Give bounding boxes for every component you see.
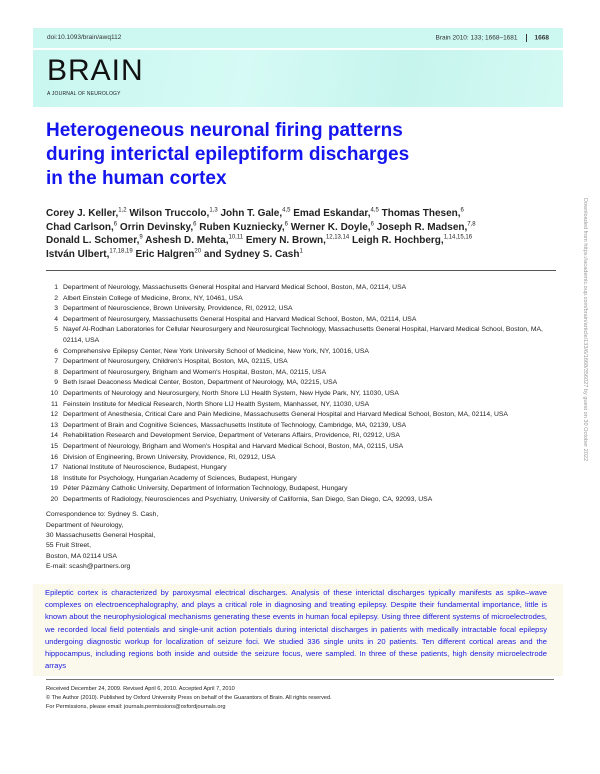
affiliation-text: National Institute of Neuroscience, Budapest, Hungary: [63, 464, 227, 472]
affiliation-number: 6: [54, 347, 58, 355]
footer-notes: [46, 685, 556, 712]
author-list: [46, 207, 556, 261]
correspondence-line: 30 Massachusetts General Hospital,: [46, 532, 156, 540]
author-affiliation-marks: 10,11: [228, 234, 244, 241]
author: [220, 208, 290, 219]
author-affiliation-marks: 4,5: [282, 207, 291, 214]
affiliation-number: 15: [50, 442, 58, 450]
author: [120, 222, 197, 233]
doi[interactable]: doi:10.1093/brain/awq112: [47, 34, 122, 41]
affiliation-text: Department of Neurology, Brigham and Women's Hospital and Harvard Medical School, Boston, MA, 02115, USA: [63, 442, 404, 450]
affiliation-number: 17: [50, 464, 58, 472]
author-affiliation-marks: 12,13,14: [325, 234, 350, 241]
article-title: [46, 119, 486, 191]
author-name: Orrin Devinsky,: [119, 221, 194, 233]
author-name: Werner K. Doyle,: [290, 221, 371, 233]
author-affiliation-marks: 6: [193, 221, 197, 228]
affiliation-text: Department of Brain and Cognitive Sciences, Massachusetts Institute of Technology, Cambridge, MA, 02139, USA: [63, 421, 407, 429]
affiliation-number: 8: [54, 368, 58, 376]
affiliation-item: [46, 315, 556, 326]
affiliation-item: [46, 463, 556, 474]
affiliation-item: [46, 347, 556, 358]
affiliation-text: Beth Israel Deaconess Medical Center, Boston, Department of Neurology, MA, 02215, USA: [63, 379, 338, 387]
affiliation-text: Nayef Al-Rodhan Laboratories for Cellular Neurosurgery and Neurosurgical Technology, Massachusetts General Hospital, Harvard Medical School, Boston, MA, 02114, USA: [63, 326, 543, 344]
affiliation-item: [46, 495, 556, 506]
affiliation-text: Department of Neuroscience, Brown University, Providence, RI, 02912, USA: [63, 305, 293, 313]
affiliation-text: Rehabilitation Research and Development Service, Department of Veterans Affairs, Providence, RI, 02912, USA: [63, 432, 400, 440]
download-watermark: Downloaded from https://academic.oup.com/brain/article/133/6/1668/356027 by guest on 30 October 2022: [582, 198, 588, 462]
affiliation-item: [46, 357, 556, 368]
affiliation-text: Department of Neurology, Massachusetts General Hospital and Harvard Medical School, Boston, MA, 02114, USA: [63, 284, 407, 291]
affiliation-item: [46, 484, 556, 495]
received-dates: Received December 24, 2009. Revised April 6, 2010. Accepted April 7, 2010: [46, 685, 235, 692]
divider: [46, 679, 554, 680]
author: [129, 208, 217, 219]
correspondence-line: Boston, MA 02114 USA: [46, 552, 117, 560]
author: [46, 222, 117, 233]
affiliation-text: Departments of Neurology and Neurosurgery, North Shore LIJ Health System, New Hyde Park, NY, 11030, USA: [63, 389, 399, 397]
affiliation-item: [46, 431, 556, 442]
correspondence-line: Department of Neurology,: [46, 521, 124, 529]
author-name: Chad Carlson,: [46, 221, 114, 233]
affiliation-number: 4: [54, 315, 58, 323]
author: [46, 249, 133, 260]
affiliation-item: [46, 400, 556, 411]
affiliation-number: 9: [54, 379, 58, 387]
author-name: Emad Eskandar,: [293, 208, 371, 219]
affiliation-item: [46, 304, 556, 315]
correspondence-email[interactable]: E-mail: scash@partners.org: [46, 562, 131, 570]
journal-header-bar: [33, 28, 563, 48]
affiliation-number: 2: [54, 294, 58, 302]
author-affiliation-marks: 1,3: [209, 207, 218, 214]
author-name: István Ulbert,: [46, 248, 110, 260]
affiliation-item: [46, 453, 556, 464]
author-affiliation-marks: 1: [299, 248, 303, 255]
author: [382, 208, 464, 219]
author-name: Wilson Truccolo,: [129, 208, 210, 219]
abstract-box: [33, 584, 563, 676]
affiliation-text: Department of Neurosurgery, Brigham and Women's Hospital, Boston, MA, 02115, USA: [63, 368, 327, 376]
affiliation-item: [46, 283, 556, 294]
title-line: during interictal epileptiform discharges: [46, 144, 410, 165]
affiliation-text: Feinstein Institute for Medical Research, North Shore LIJ Health System, Manhasset, NY, 11030, USA: [63, 400, 370, 408]
author: [246, 235, 349, 246]
correspondence-line: Correspondence to: Sydney S. Cash,: [46, 511, 159, 519]
copyright: © The Author (2010). Published by Oxford University Press on behalf of the Guarantors of Brain. All rights reserved.: [46, 694, 332, 701]
author-affiliation-marks: 1,2: [118, 207, 127, 214]
author-affiliation-marks: 9: [139, 234, 143, 241]
title-line: Heterogeneous neuronal firing patterns: [46, 120, 403, 141]
citation: [435, 34, 549, 42]
author: [136, 249, 202, 260]
author-name: John T. Gale,: [220, 208, 283, 219]
affiliation-list: [46, 283, 556, 505]
page-number: 1668: [534, 34, 549, 42]
affiliation-item: [46, 410, 556, 421]
author-affiliation-marks: 6: [460, 207, 464, 214]
affiliation-number: 3: [54, 305, 58, 313]
divider: [46, 270, 556, 271]
title-line: in the human cortex: [46, 168, 227, 189]
affiliation-number: 5: [54, 326, 58, 334]
affiliation-number: 16: [50, 453, 58, 461]
abstract-text: Epileptic cortex is characterized by paroxysmal electrical discharges. Analysis of these interictal discharges typically manifests as spike–wave complexes on electroencephalography, and plays a critical role in diagnosing and treating epilepsy. Despite their fundamental importance, little is known about the neurophysiological mechanisms generating these events in human focal epilepsy. Using three different systems of microelectrodes, we recorded local field potentials and single-unit action potentials during interictal discharges in patients with medically intractable focal epilepsy undergoing diagnostic workup for localization of seizure foci. We studied 336 single units in 20 patients. Ten different cortical areas and the hippocampus, including regions both inside and outside the seizure focus, were sampled. In three of these patients, high density microelectrode arrays: [45, 588, 547, 670]
author-affiliation-marks: 20: [194, 248, 202, 255]
author-name: and Sydney S. Cash: [203, 248, 300, 260]
author: [145, 235, 243, 246]
author: [204, 249, 303, 260]
affiliation-text: Albert Einstein College of Medicine, Bronx, NY, 10461, USA: [63, 294, 243, 302]
affiliation-number: 1: [54, 284, 58, 291]
journal-banner: [33, 50, 563, 107]
author-affiliation-marks: 6: [113, 221, 118, 228]
affiliation-text: Department of Anesthesia, Critical Care and Pain Medicine, Massachusetts General Hospital and Harvard Medical School, Boston, MA, 02114, USA: [63, 411, 508, 419]
divider: [526, 34, 527, 42]
affiliation-text: Institute for Psychology, Hungarian Academy of Sciences, Budapest, Hungary: [63, 474, 297, 482]
affiliation-text: Department of Neurosurgery, Massachusetts General Hospital and Harvard Medical School, Boston, MA, 02114, USA: [63, 315, 417, 323]
author: [46, 235, 143, 246]
correspondence-line: 55 Fruit Street,: [46, 542, 91, 550]
author-affiliation-marks: 17,18,19: [109, 248, 133, 255]
author-name: Eric Halgren: [135, 248, 195, 260]
affiliation-number: 19: [50, 485, 58, 493]
affiliation-item: [46, 378, 556, 389]
author-name: Corey J. Keller,: [46, 208, 119, 219]
author-name: Ruben Kuzniecky,: [199, 221, 285, 233]
author: [377, 222, 476, 233]
affiliation-number: 13: [50, 421, 58, 429]
journal-logo: BRAIN: [47, 54, 144, 87]
author: [46, 208, 127, 219]
article-front-matter: [46, 119, 556, 712]
correspondence: [46, 510, 556, 572]
affiliation-text: Department of Neurosurgery, Children's Hospital, Boston, MA, 02115, USA: [63, 358, 288, 366]
citation-text: Brain 2010: 133; 1668–1681: [435, 34, 518, 42]
affiliation-item: [46, 294, 556, 305]
affiliation-number: 20: [50, 495, 58, 503]
author: [199, 222, 288, 233]
author-name: Thomas Thesen,: [381, 208, 461, 219]
author-name: Joseph R. Madsen,: [376, 221, 468, 233]
affiliation-text: Péter Pázmány Catholic University, Department of Information Technology, Budapest, Hungary: [63, 485, 348, 493]
affiliation-number: 12: [50, 411, 58, 419]
author-affiliation-marks: 4,5: [370, 207, 379, 214]
author-name: Leigh R. Hochberg,: [352, 235, 444, 246]
author-name: Ashesh D. Mehta,: [145, 235, 229, 246]
affiliation-item: [46, 474, 556, 485]
affiliation-item: [46, 325, 556, 346]
author-affiliation-marks: 6: [284, 221, 288, 228]
author-affiliation-marks: 6: [370, 221, 374, 228]
author-affiliation-marks: 7,8: [467, 221, 476, 228]
affiliation-item: [46, 421, 556, 432]
affiliation-number: 18: [50, 474, 58, 482]
author: [293, 208, 379, 219]
author: [352, 235, 472, 246]
affiliation-number: 14: [50, 432, 58, 440]
affiliation-text: Comprehensive Epilepsy Center, New York University School of Medicine, New York, NY, 10016, USA: [63, 347, 369, 355]
affiliation-item: [46, 368, 556, 379]
affiliation-number: 7: [54, 358, 58, 366]
permissions: For Permissions, please email: journals.permissions@oxfordjournals.org: [46, 703, 226, 710]
author-name: Emery N. Brown,: [245, 235, 326, 246]
affiliation-text: Departments of Radiology, Neurosciences and Psychiatry, University of California, San Diego, San Diego, CA, 92093, USA: [63, 495, 433, 503]
affiliation-text: Division of Engineering, Brown University, Providence, RI, 02912, USA: [63, 453, 276, 461]
affiliation-item: [46, 389, 556, 400]
author-name: Donald L. Schomer,: [46, 235, 140, 246]
affiliation-number: 11: [50, 400, 58, 408]
affiliation-number: 10: [50, 389, 58, 397]
author-affiliation-marks: 1,14,15,16: [443, 234, 473, 241]
affiliation-item: [46, 442, 556, 453]
journal-subtitle: A JOURNAL OF NEUROLOGY: [47, 91, 121, 97]
author: [291, 222, 374, 233]
